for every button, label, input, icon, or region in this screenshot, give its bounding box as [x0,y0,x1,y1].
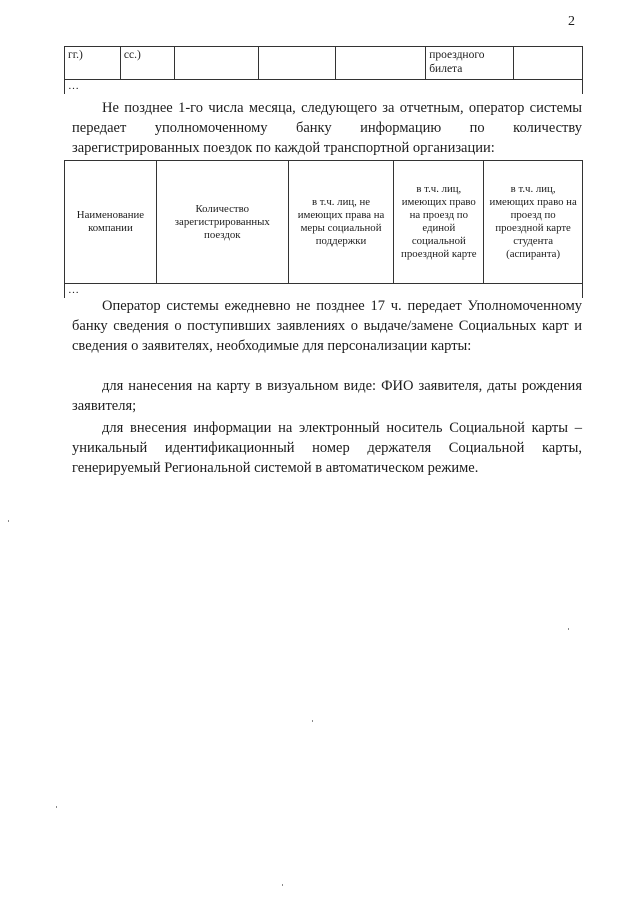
table-header-row [65,161,583,284]
page-number: 2 [568,14,575,29]
header-no-benefits: в т.ч. лиц, не имеющих права на меры социальной поддержки [288,161,394,284]
paragraph-daily-transfer: Оператор системы ежедневно не позднее 17 ч. передает Уполномоченному банку сведения о поступивших заявлениях о выдаче/замене Социальных карт и сведения о заявителях, необходимые для персонализации карты: [72,298,582,354]
scan-speck [8,520,9,522]
header-company: Наименование компании [65,161,157,284]
scan-speck [568,628,569,630]
paragraph-electronic-data: для внесения информации на электронный носитель Социальной карты – уникальный идентификационный номер держателя Социальной карты, генерируемый Региональной системой в автоматическом режиме. [72,420,582,476]
scan-speck [312,720,313,722]
ellipsis-cell: … [65,80,583,95]
table-cell [174,47,258,80]
scan-speck [56,806,57,808]
table-cell: сс.) [120,47,174,80]
table-cell: проездного билета [426,47,514,80]
table-trips [64,160,583,298]
ellipsis-cell: … [65,284,583,299]
table-cell [258,47,336,80]
header-social-card: в т.ч. лиц, имеющих право на проезд по единой социальной проездной карте [394,161,484,284]
table-cell: гг.) [65,47,121,80]
paragraph-trips-report: Не позднее 1-го числа месяца, следующего за отчетным, оператор системы передает уполномоченному банку информацию по количеству зарегистрированных поездок по каждой транспортной организации: [72,100,582,156]
table-cell [514,47,583,80]
paragraph-visual-data: для нанесения на карту в визуальном виде: ФИО заявителя, даты рождения заявителя; [72,378,582,414]
table-continuation [64,46,583,94]
table-cell [336,47,426,80]
table-row [65,80,583,95]
header-trip-count: Количество зарегистрированных поездок [156,161,288,284]
table-row [65,47,583,80]
scan-speck [282,884,283,886]
header-student-card: в т.ч. лиц, имеющих право на проезд по проездной карте студента (аспиранта) [484,161,583,284]
